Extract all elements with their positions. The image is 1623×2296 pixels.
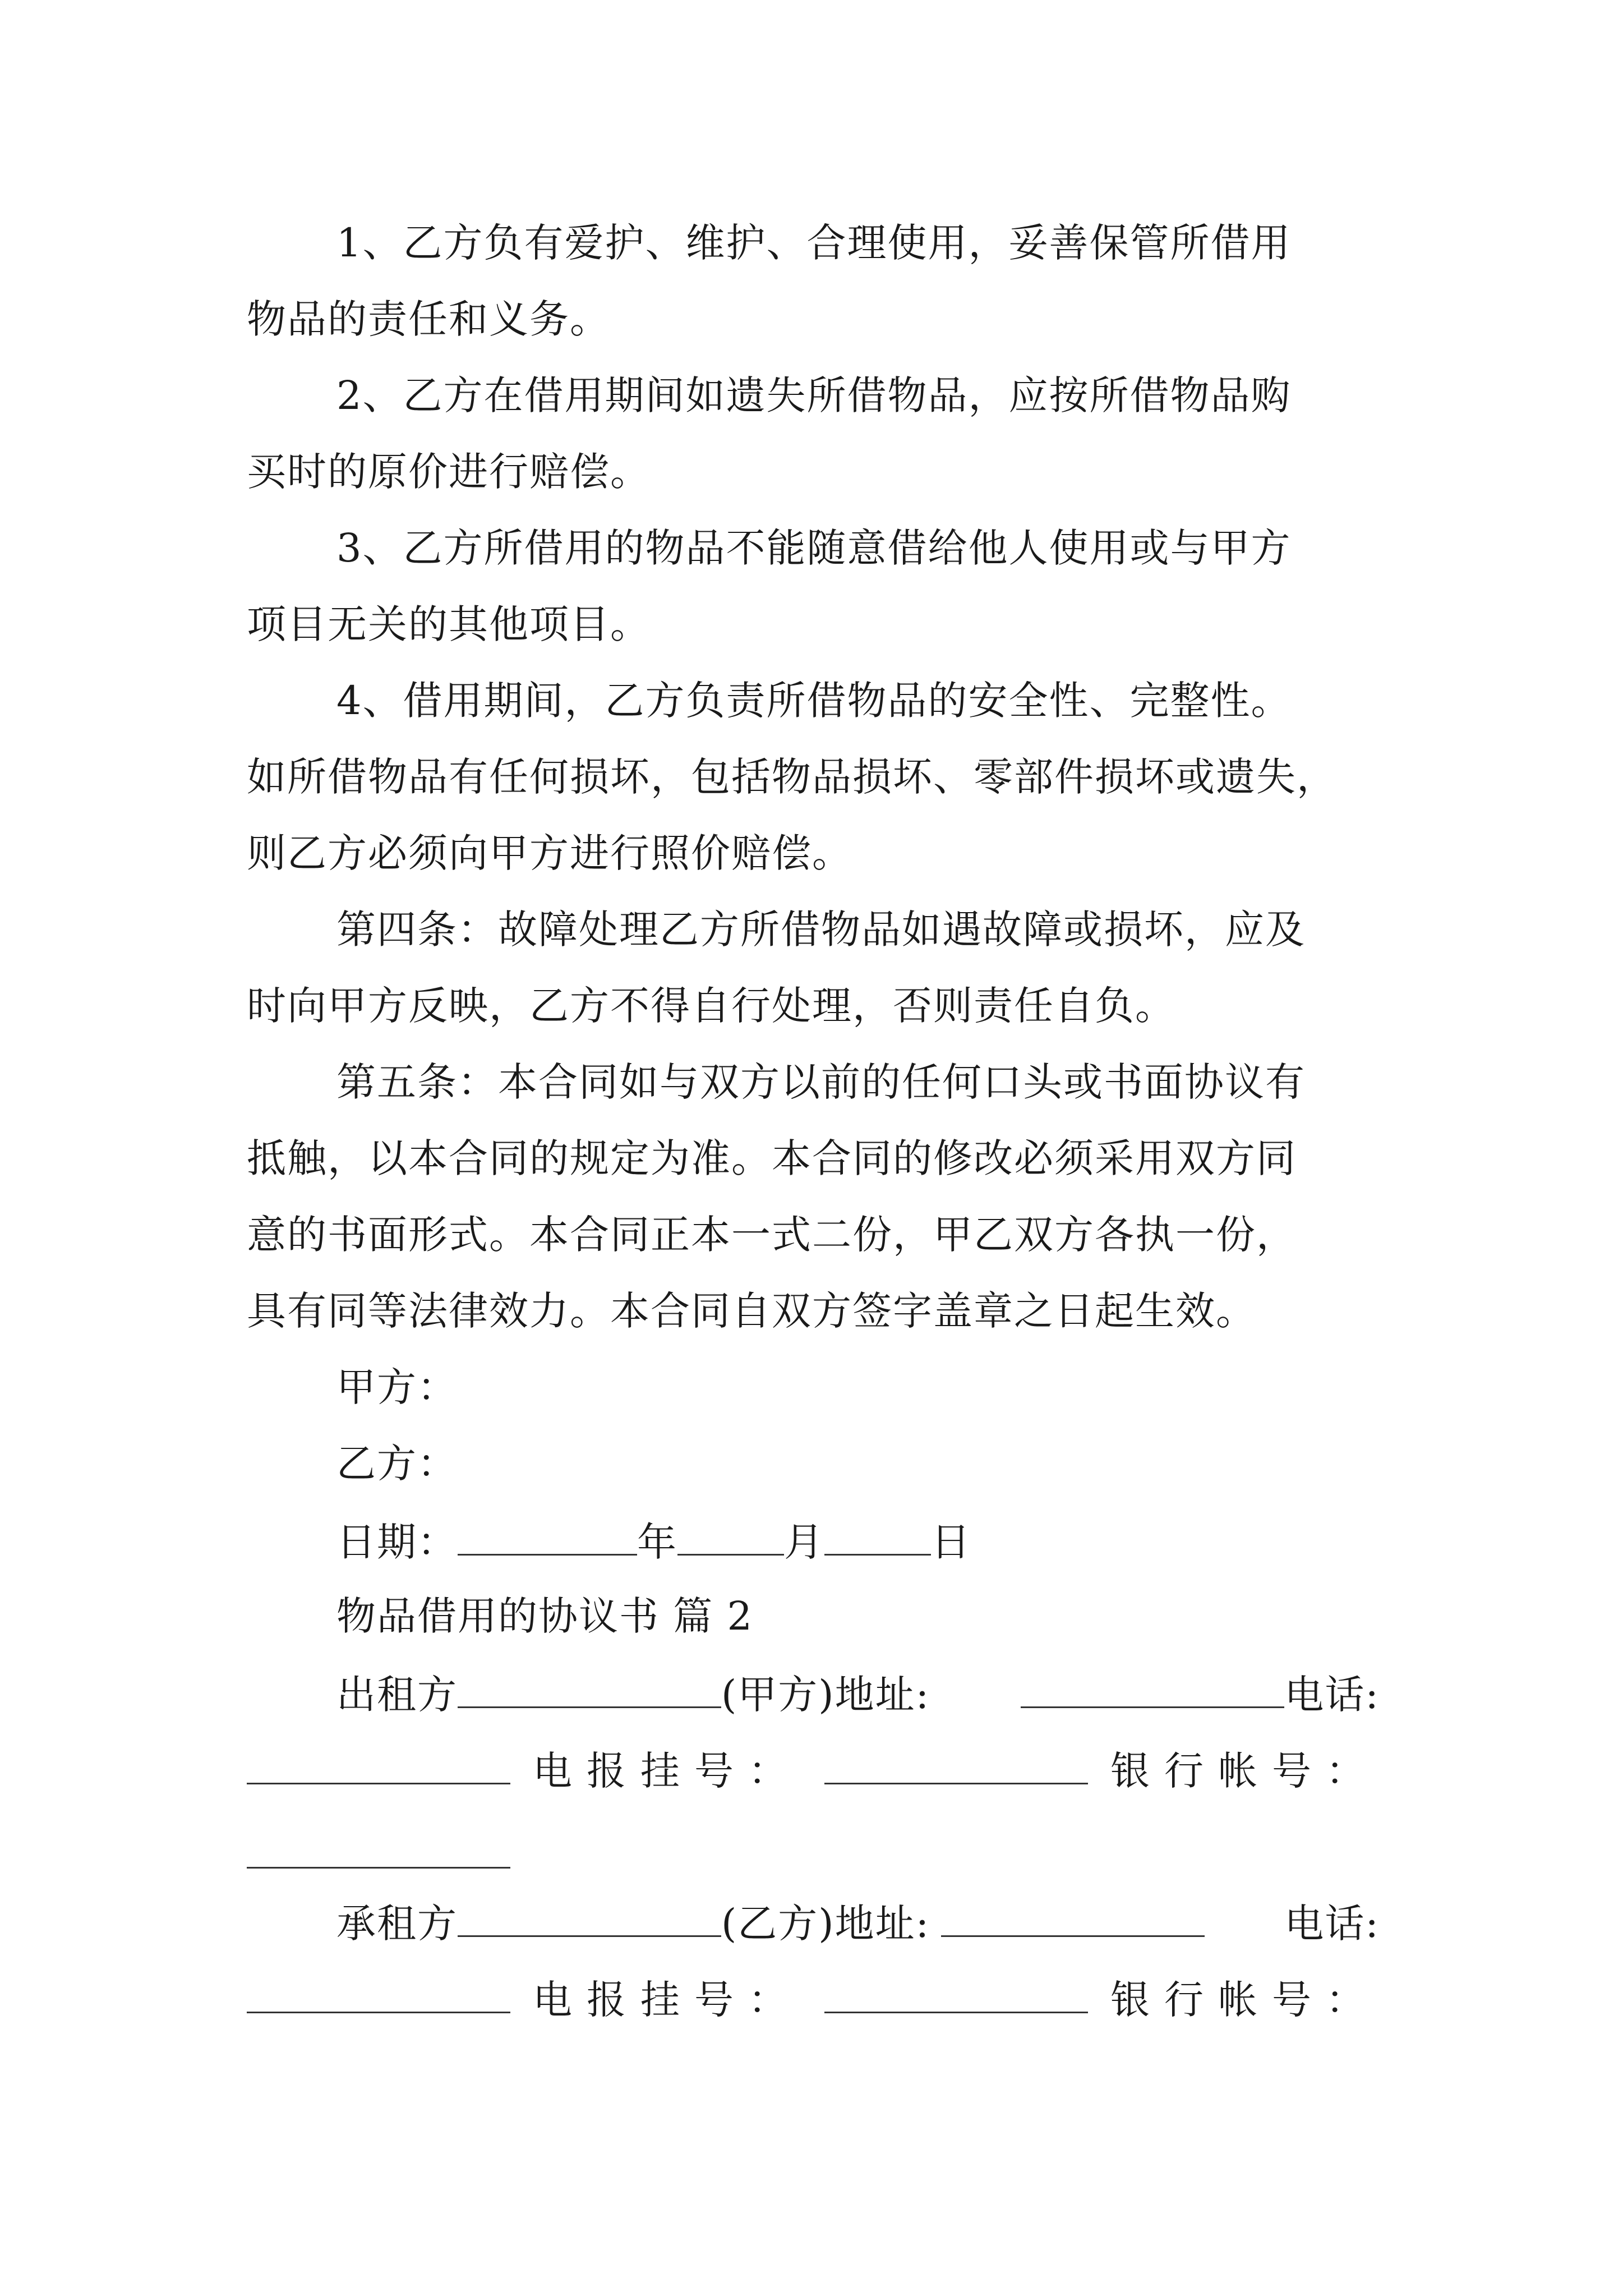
party-b-label: 乙方： <box>336 1441 458 1487</box>
lessee-telegraph-blank <box>824 1978 1088 2013</box>
paragraph-4-line-2: 如所借物品有任何损坏，包括物品损坏、零部件损坏或遗失， <box>247 754 1337 800</box>
paragraph-1-line-2: 物品的责任和义务。 <box>247 296 610 342</box>
lessee-telegraph-label: 电报挂号： <box>533 1977 802 2023</box>
lessor-phone-blank <box>247 1749 510 1784</box>
lessor-bank-blank <box>247 1867 510 1869</box>
article-4-line-2: 时向甲方反映，乙方不得自行处理，否则责任自负。 <box>247 983 1175 1029</box>
year-blank <box>458 1520 637 1556</box>
lessor-name-blank <box>458 1673 721 1708</box>
date-line <box>336 1519 971 1565</box>
article-5-line-1: 第五条：本合同如与双方以前的任何口头或书面协议有 <box>336 1059 1306 1105</box>
date-label: 日期： <box>336 1519 458 1565</box>
lessee-phone-label: 电话: <box>1284 1901 1380 1947</box>
lessor-contact-line <box>247 1748 1380 1794</box>
lessor-telegraph-label: 电报挂号： <box>533 1748 802 1794</box>
month-blank <box>677 1520 784 1556</box>
lessor-phone-group <box>1021 1672 1380 1718</box>
lessee-contact-line <box>247 1977 1380 2023</box>
article-4-line-1: 第四条：故障处理乙方所借物品如遇故障或损坏，应及 <box>336 907 1306 953</box>
day-label: 日 <box>931 1519 971 1565</box>
lessor-phone-label: 电话: <box>1284 1672 1380 1718</box>
paragraph-2-line-1: 2、乙方在借用期间如遗失所借物品，应按所借物品购 <box>336 372 1292 418</box>
lessor-party-label: (甲方)地址: <box>721 1672 930 1718</box>
lessor-telegraph-blank <box>824 1749 1088 1784</box>
paragraph-1-line-1: 1、乙方负有爱护、维护、合理使用，妥善保管所借用 <box>336 220 1292 266</box>
lessee-address-blank <box>941 1902 1205 1937</box>
lessee-label: 承租方 <box>336 1901 458 1947</box>
lessee-party-label: (乙方)地址: <box>721 1901 930 1947</box>
paragraph-2-line-2: 买时的原价进行赔偿。 <box>247 449 651 495</box>
lessor-address-blank <box>1021 1673 1284 1708</box>
lessee-name-blank <box>458 1902 721 1937</box>
lessor-label: 出租方 <box>336 1672 458 1718</box>
article-5-line-3: 意的书面形式。本合同正本一式二份，甲乙双方各执一份， <box>247 1212 1297 1258</box>
article-5-line-4: 具有同等法律效力。本合同自双方签字盖章之日起生效。 <box>247 1288 1256 1334</box>
lessee-phone-blank <box>247 1978 510 2013</box>
section-2-title: 物品借用的协议书 篇 2 <box>336 1593 754 1639</box>
lessor-group <box>336 1672 930 1718</box>
month-label: 月 <box>784 1519 824 1565</box>
paragraph-4-line-3: 则乙方必须向甲方进行照价赔偿。 <box>247 830 852 876</box>
party-a-label: 甲方： <box>336 1364 458 1410</box>
lessor-bank-label: 银行帐号： <box>1110 1748 1380 1794</box>
paragraph-3-line-1: 3、乙方所借用的物品不能随意借给他人使用或与甲方 <box>336 525 1292 571</box>
lessee-group <box>336 1901 1205 1947</box>
day-blank <box>824 1520 931 1556</box>
year-label: 年 <box>637 1519 677 1565</box>
paragraph-3-line-2: 项目无关的其他项目。 <box>247 601 651 647</box>
lessor-line <box>336 1672 1380 1718</box>
paragraph-4-line-1: 4、借用期间，乙方负责所借物品的安全性、完整性。 <box>336 678 1292 724</box>
lessee-line <box>336 1901 1380 1947</box>
lessee-bank-label: 银行帐号： <box>1110 1977 1380 2023</box>
article-5-line-2: 抵触，以本合同的规定为准。本合同的修改必须采用双方同 <box>247 1135 1297 1181</box>
